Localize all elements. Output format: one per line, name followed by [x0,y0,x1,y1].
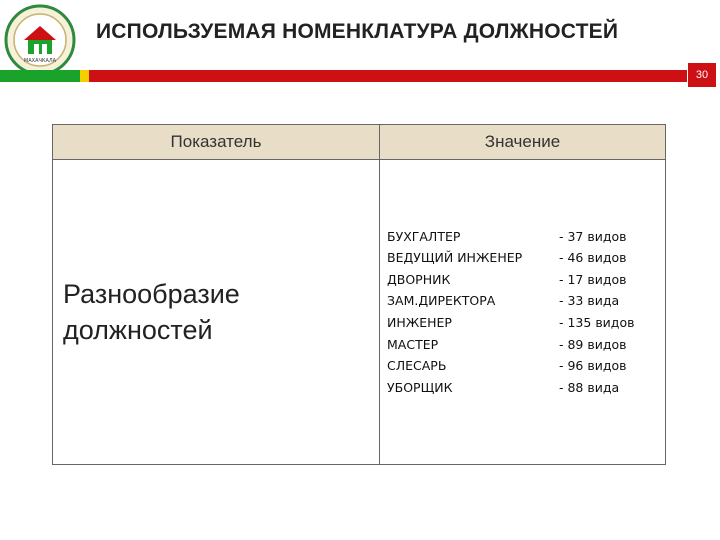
position-row [387,355,665,377]
value-cell [380,160,666,465]
position-count: - 33 вида [559,293,620,309]
table-row [53,160,666,465]
position-row [387,269,665,291]
yellow-stripe [80,70,89,82]
position-row [387,312,665,334]
position-name: СЛЕСАРЬ [387,358,447,374]
position-name: ВЕДУЩИЙ ИНЖЕНЕР [387,250,523,266]
red-stripe [89,70,687,82]
position-name: ДВОРНИК [387,271,451,287]
green-stripe [0,70,80,82]
indicator-cell [53,160,380,465]
position-name: ЗАМ.ДИРЕКТОРА [387,293,496,309]
position-count: - 89 видов [559,336,627,352]
position-row [387,334,665,356]
position-name: МАСТЕР [387,336,439,352]
position-name: ИНЖЕНЕР [387,315,452,330]
position-row [387,290,665,312]
slide-number: 30 [687,62,717,88]
position-name: УБОРЩИК [387,379,453,395]
positions-table [52,124,666,465]
organization-logo [4,4,76,76]
table-header-row [53,125,666,160]
page-title: ИСПОЛЬЗУЕМАЯ НОМЕНКЛАТУРА ДОЛЖНОСТЕЙ [96,20,619,43]
position-row [387,247,665,269]
logo-text: МАХАЧКАЛА [23,58,57,64]
position-count: - 17 видов [559,271,627,287]
position-count: - 135 видов [559,315,635,330]
position-name: БУХГАЛТЕР [387,228,461,244]
position-row [387,226,665,248]
position-row [387,377,665,399]
position-count: - 37 видов [559,228,627,244]
position-count: - 46 видов [559,250,627,266]
column-header-indicator: Показатель [53,125,380,160]
column-header-value: Значение [380,125,666,160]
position-count: - 88 вида [559,379,620,395]
position-count: - 96 видов [559,358,627,374]
indicator-text: Разнообразие должностей [63,279,240,345]
